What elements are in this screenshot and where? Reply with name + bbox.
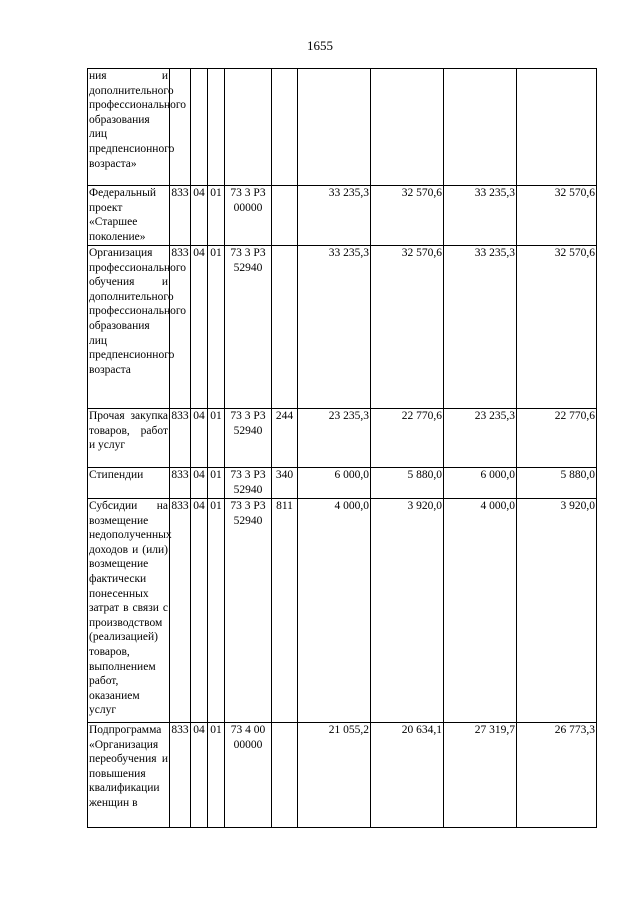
amount-3: 4 000,0: [444, 499, 517, 723]
subsection-code: 01: [208, 409, 225, 468]
amount-2: 20 634,1: [371, 723, 444, 828]
amount-4: 26 773,3: [517, 723, 597, 828]
amount-3: [444, 69, 517, 186]
section-code: [191, 69, 208, 186]
ministry-code: 833: [170, 246, 191, 409]
amount-1: 6 000,0: [298, 468, 371, 499]
expense-type-code: 244: [272, 409, 298, 468]
amount-4: [517, 69, 597, 186]
amount-2: 3 920,0: [371, 499, 444, 723]
amount-1: 21 055,2: [298, 723, 371, 828]
page-number: 1655: [307, 38, 333, 53]
table-row: [88, 69, 597, 186]
expense-type-code: 811: [272, 499, 298, 723]
subsection-code: 01: [208, 186, 225, 246]
table-row: [88, 468, 597, 499]
row-name: Федеральный проект «Старшее поколение»: [88, 186, 170, 246]
expense-type-code: 340: [272, 468, 298, 499]
target-article-code: 73 3 P3 52940: [225, 246, 272, 409]
ministry-code: 833: [170, 409, 191, 468]
row-name: Прочая закупка товаров, работ и услуг: [88, 409, 170, 468]
table-row: [88, 499, 597, 723]
table-row: [88, 409, 597, 468]
table-row: [88, 186, 597, 246]
amount-1: 33 235,3: [298, 186, 371, 246]
row-name: Организация профессионального обучения и дополнительного профессионального образования лиц предпенсионного возраста: [88, 246, 170, 409]
ministry-code: 833: [170, 186, 191, 246]
subsection-code: [208, 69, 225, 186]
target-article-code: 73 4 00 00000: [225, 723, 272, 828]
subsection-code: 01: [208, 246, 225, 409]
section-code: 04: [191, 186, 208, 246]
row-name: Подпрограмма «Организация переобучения и повышения квалификации женщин в: [88, 723, 170, 828]
ministry-code: 833: [170, 499, 191, 723]
expense-type-code: [272, 69, 298, 186]
budget-table: [87, 68, 597, 828]
amount-4: 22 770,6: [517, 409, 597, 468]
amount-2: 22 770,6: [371, 409, 444, 468]
row-name: ния и дополнительного профессионального образования лиц предпенсионного возраста»: [88, 69, 170, 186]
amount-2: 5 880,0: [371, 468, 444, 499]
table-row: [88, 246, 597, 409]
section-code: 04: [191, 409, 208, 468]
amount-3: 33 235,3: [444, 246, 517, 409]
target-article-code: 73 3 P3 00000: [225, 186, 272, 246]
amount-4: 32 570,6: [517, 246, 597, 409]
target-article-code: [225, 69, 272, 186]
expense-type-code: [272, 723, 298, 828]
ministry-code: 833: [170, 723, 191, 828]
subsection-code: 01: [208, 499, 225, 723]
amount-3: 6 000,0: [444, 468, 517, 499]
amount-3: 27 319,7: [444, 723, 517, 828]
table-row: [88, 723, 597, 828]
section-code: 04: [191, 499, 208, 723]
amount-2: 32 570,6: [371, 186, 444, 246]
amount-1: 33 235,3: [298, 246, 371, 409]
amount-4: 5 880,0: [517, 468, 597, 499]
expense-type-code: [272, 246, 298, 409]
amount-4: 32 570,6: [517, 186, 597, 246]
subsection-code: 01: [208, 723, 225, 828]
expense-type-code: [272, 186, 298, 246]
section-code: 04: [191, 246, 208, 409]
ministry-code: 833: [170, 468, 191, 499]
section-code: 04: [191, 468, 208, 499]
target-article-code: 73 3 P3 52940: [225, 409, 272, 468]
target-article-code: 73 3 P3 52940: [225, 468, 272, 499]
amount-2: 32 570,6: [371, 246, 444, 409]
amount-4: 3 920,0: [517, 499, 597, 723]
subsection-code: 01: [208, 468, 225, 499]
target-article-code: 73 3 P3 52940: [225, 499, 272, 723]
section-code: 04: [191, 723, 208, 828]
amount-1: 23 235,3: [298, 409, 371, 468]
row-name: Стипендии: [88, 468, 170, 499]
amount-1: 4 000,0: [298, 499, 371, 723]
row-name: Субсидии на возмещение недополученных доходов и (или) возмещение фактически понесенных затрат в связи с производством (реализацией) товаров, выполнением работ, оказанием услуг: [88, 499, 170, 723]
amount-1: [298, 69, 371, 186]
amount-3: 23 235,3: [444, 409, 517, 468]
amount-2: [371, 69, 444, 186]
amount-3: 33 235,3: [444, 186, 517, 246]
